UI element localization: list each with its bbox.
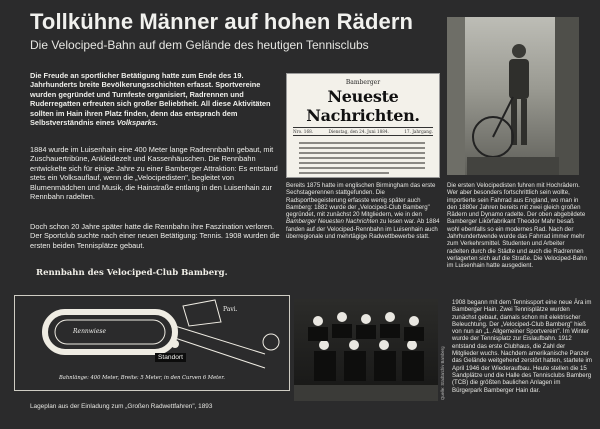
standort-marker: Standort [155,353,186,362]
newspaper-caption [286,182,440,240]
newspaper-date: Dienstag, den 24. Juni 1884. [328,129,389,134]
group-figures [294,299,438,401]
intro-paragraph-1-text: Die Freude an sportlicher Betätigung hatte zum Ende des 19. Jahrhunderts breite Bevölkerungsschichten erfasst. Sportvereine wurden gegründet und Turnfeste organisiert, Radrennen und Ruderregatten erfreuten sich großer Beliebtheit. All diese Aktivitäten sollten im Hain ihren Platz finden, denn das entsprach dem Selbstverständnis eines [30,71,271,128]
intro-paragraph-2: 1884 wurde im Luisenhain eine 400 Meter lange Radrennbahn gebaut, mit Zuschauertribüne, Ankleidezelt und Kassenhäuschen. Die Rennbahn entwickelte sich für einige Jahre zu einer Bamberger Attraktion: Es entstand stets ein Volksauflauf, wenn die „Velocipedisten", begleitet von Blumenmädchen und Musik, die Hainstraße entlang in den Luisenhain zur Rennbahn radelten. [30,145,278,202]
cyclist-photo [447,17,579,175]
intro-paragraph-1 [30,71,280,127]
cyclist-photo-caption: Die ersten Velocipedisten fuhren mit Hochrädern. Wer aber besonders fortschrittlich sein wollte, importierte sein Fahrrad aus England, wo man in den 1880er Jahren bereits mit zwei gleich großen Rädern und Dynamo radelte. Der oben abgebildete Bamberger Likörfabrikant Theodor Mahr besaß wohl ebenfalls so ein modernes Rad. Nach der Jahrhundertwende wurde das Fahrrad immer mehr zum Verkehrsmittel. Studenten und Arbeiter radelten durch die Städte und auch die Radrennen verlagerten sich auf die Straße. Die Velociped-Bahn im Luisenhain hatte ausgedient. [447,182,587,270]
plan-heading: Rennbahn des Velociped-Club Bamberg. [36,268,228,278]
newspaper-caption-emphasis: Bamberger Neuesten Nachrichten [286,218,379,226]
newspaper-issue: Nro. 168. [293,129,314,134]
group-photo-credit: Quelle: Stadtarchiv Bamberg [440,346,445,400]
intro-paragraph-3: Doch schon 20 Jahre später hatte die Rennbahn ihre Faszination verloren. Der Sportclub suchte nach einer neuen Betätigung: Tennis. 1908 wurden die ersten beiden Tennisplätze gebaut. [30,222,280,250]
newspaper-volume: 17. Jahrgang. [404,129,433,134]
plan-caption: Lageplan aus der Einladung zum „Großen Radwettfahren", 1893 [30,403,213,410]
group-photo-caption: 1908 begann mit dem Tennissport eine neue Ära im Bamberger Hain. Zwei Tennisplätze wurden zunächst gebaut, damals schon mit elektrischer Beleuchtung. Der „Velociped-Club Bamberg" hieß von nun an „1. Allgemeiner Sportverein". Im Winter wurde der Tennisplatz zur Eislaufbahn. 1912 entstand das erste Clubhaus, die Zahl der Mitglieder wuchs. Nachdem amerikanische Panzer das Gelände weitgehend zerstört hatten, startete im April 1946 der Wiederaufbau. Heute stellen die 15 Sandplätze und die Halle des Tennisclubs Bamberg (TCB) die größten baulichen Anlagen im Bürgerpark Bamberger Hain dar. [452,299,592,394]
newspaper-caption-text-b: zu lesen war. Ab 1884 fanden auf der Velociped-Rennbahn im Luisenhain auch überregionale und mehrtägige Radwettbewerbe statt. [286,218,440,241]
newspaper-masthead: Neueste Nachrichten. [306,87,420,125]
page-subtitle: Die Velociped-Bahn auf dem Gelände des heutigen Tennisclubs [30,38,369,52]
newspaper-masthead-small: Bamberger [345,79,381,86]
page-title: Tollkühne Männer auf hohen Rädern [30,9,414,34]
plan-label-rennwiese: Rennwiese [73,328,107,335]
cyclist-figure [447,17,579,175]
group-photo [294,299,438,401]
newspaper-clipping [286,73,440,178]
newspaper-caption-text-a: Bereits 1875 hatte im englischen Birmingham das erste Sechstagerennen stattgefunden. Die Radsportbegeisterung erfasste wenig später auch Bamberg: 1882 wurde der „Velociped-Club Bamberg" gegründet, mit zunächst 20 Mitgliedern, wie in den [286,182,436,219]
intro-paragraph-1-emphasis: Volksparks. [116,118,158,128]
track-plan [14,295,290,391]
plan-legend: Bahnlänge: 400 Meter, Breite: 5 Meter, in den Curven 6 Meter. [59,375,225,381]
plan-label-pavillon: Pavi. [223,306,238,313]
